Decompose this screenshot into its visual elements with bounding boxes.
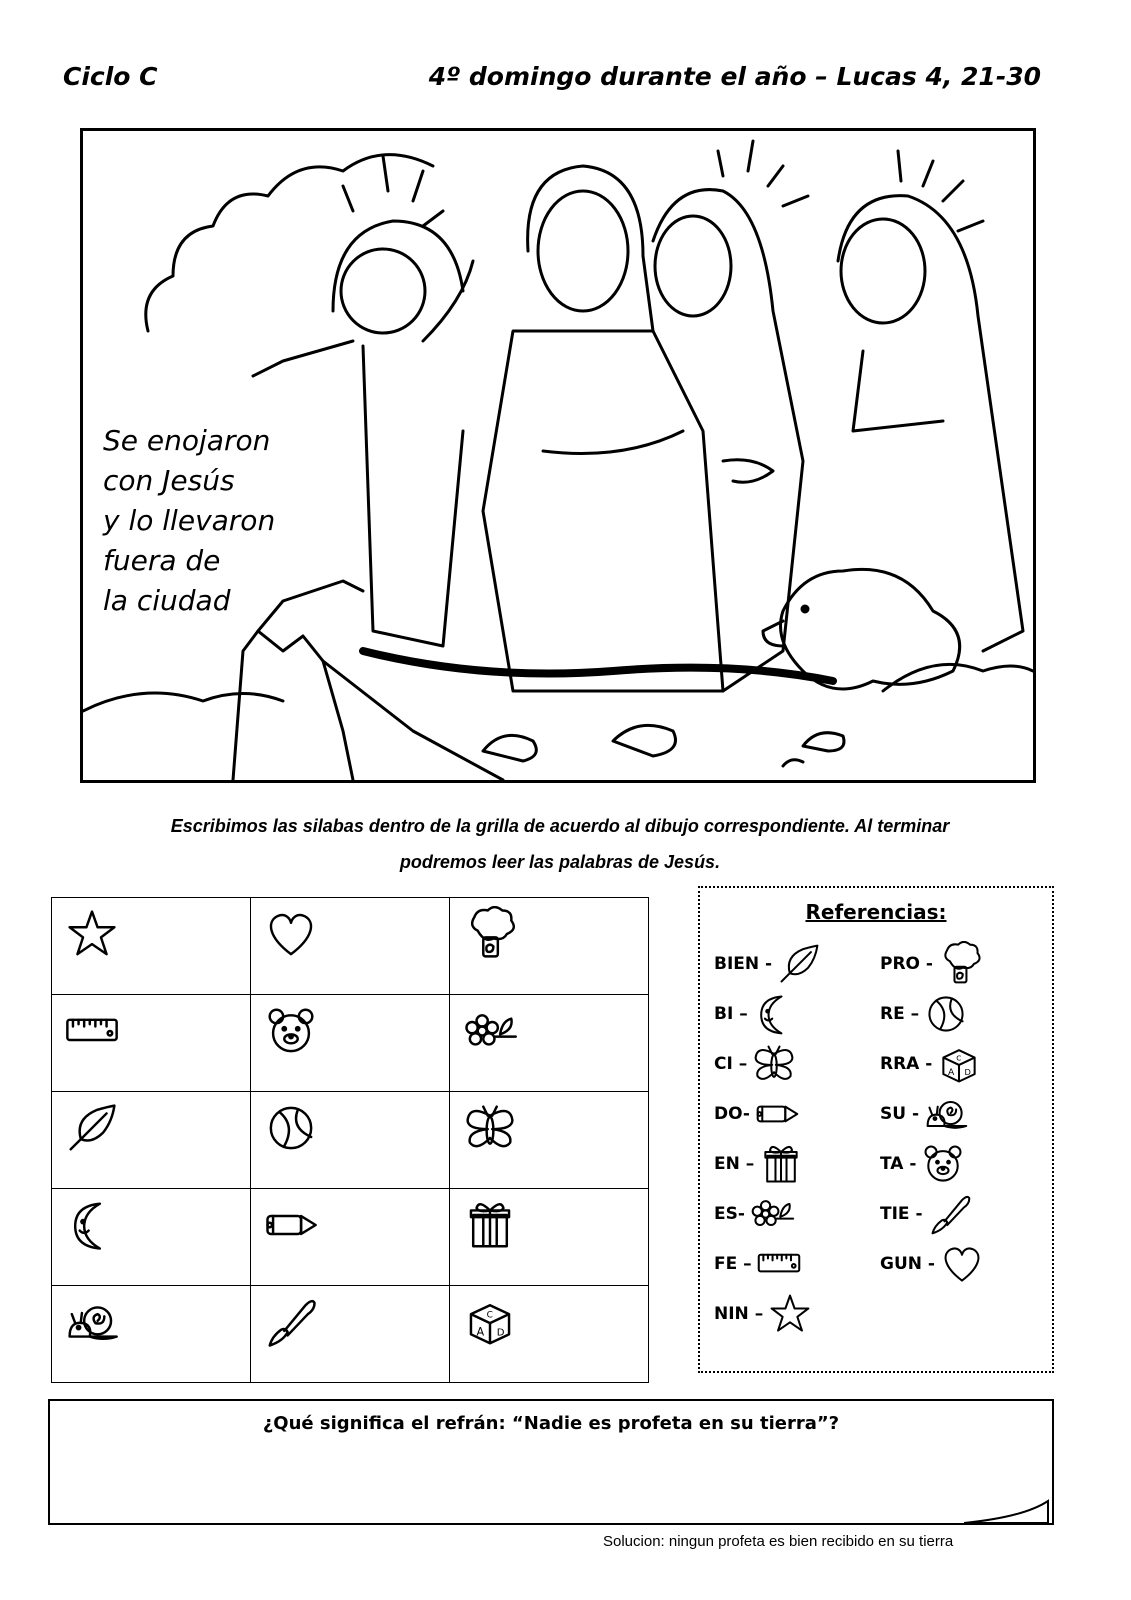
reference-syllable: RRA -	[880, 1054, 933, 1074]
gift-icon	[758, 1141, 804, 1187]
grid-cell[interactable]	[251, 995, 450, 1092]
solution-text: Solucion: ningun profeta es bien recibido en su tierra	[603, 1533, 954, 1550]
syllable-grid	[51, 897, 649, 1383]
grid-row	[52, 898, 649, 995]
reference-item	[880, 1042, 982, 1086]
reference-item	[714, 1092, 800, 1136]
reference-syllable: ES-	[714, 1204, 745, 1224]
reference-item	[714, 1042, 797, 1086]
grid-cell[interactable]	[450, 995, 649, 1092]
reference-syllable: EN –	[714, 1154, 755, 1174]
reference-syllable: NIN –	[714, 1304, 764, 1324]
star-icon	[64, 906, 120, 962]
grid-row	[52, 1092, 649, 1189]
caption-line: fuera de	[103, 544, 221, 577]
moon-icon	[64, 1197, 120, 1253]
block-icon	[462, 1294, 518, 1350]
moon-icon	[752, 991, 798, 1037]
grid-cell[interactable]	[450, 1286, 649, 1383]
brush-icon	[927, 1191, 973, 1237]
leaf-icon	[64, 1100, 120, 1156]
question-text: ¿Qué significa el refrán: “Nadie es profeta en su tierra”?	[262, 1413, 840, 1434]
grid-cell[interactable]	[52, 995, 251, 1092]
reference-syllable: SU -	[880, 1104, 920, 1124]
grid-cell[interactable]	[251, 898, 450, 995]
reference-syllable: TA -	[880, 1154, 917, 1174]
grid-row	[52, 1286, 649, 1383]
reference-syllable: FE –	[714, 1254, 752, 1274]
instructions	[60, 808, 1060, 880]
block-icon	[936, 1041, 982, 1087]
grid-cell[interactable]	[251, 1189, 450, 1286]
grid-cell[interactable]	[450, 1189, 649, 1286]
reference-item	[880, 1192, 973, 1236]
cycle-label: Ciclo C	[63, 62, 158, 91]
reference-item	[714, 1292, 813, 1336]
gift-icon	[462, 1197, 518, 1253]
ruler-icon	[64, 1003, 120, 1059]
flower-icon	[749, 1191, 795, 1237]
svg-text:C: C	[486, 1310, 493, 1321]
grid-cell[interactable]	[450, 898, 649, 995]
caption-line: Se enojaron	[103, 424, 271, 457]
grid-cell[interactable]	[52, 898, 251, 995]
references-box	[698, 886, 1054, 1373]
svg-text:A: A	[948, 1067, 955, 1079]
svg-text:A: A	[476, 1325, 485, 1339]
reference-syllable: TIE -	[880, 1204, 923, 1224]
heart-icon	[939, 1241, 985, 1287]
reference-syllable: PRO -	[880, 954, 933, 974]
reference-item	[714, 1142, 804, 1186]
grid-cell[interactable]	[52, 1189, 251, 1286]
reference-syllable: CI –	[714, 1054, 748, 1074]
tree-icon	[937, 941, 983, 987]
instructions-line: Escribimos las silabas dentro de la grilla de acuerdo al dibujo correspondiente. Al terminar	[170, 816, 950, 836]
reference-item	[880, 992, 969, 1036]
tree-icon	[462, 906, 518, 962]
butterfly-icon	[751, 1041, 797, 1087]
question-box[interactable]	[48, 1399, 1054, 1525]
grid-row	[52, 1189, 649, 1286]
pencil-icon	[754, 1091, 800, 1137]
svg-text:C: C	[956, 1053, 962, 1063]
coloring-illustration	[80, 128, 1036, 783]
reference-item	[880, 1242, 985, 1286]
illustration-caption	[103, 421, 275, 621]
reference-syllable: BI –	[714, 1004, 748, 1024]
reference-item	[880, 942, 983, 986]
instructions-line: podremos leer las palabras de Jesús.	[399, 852, 721, 872]
bear-icon	[263, 1003, 319, 1059]
reference-syllable: RE –	[880, 1004, 920, 1024]
grid-cell[interactable]	[450, 1092, 649, 1189]
heart-icon	[263, 906, 319, 962]
caption-line: la ciudad	[103, 584, 231, 617]
reference-item	[714, 942, 822, 986]
star-icon	[767, 1291, 813, 1337]
grid-cell[interactable]	[52, 1092, 251, 1189]
svg-text:D: D	[964, 1067, 972, 1078]
svg-text:D: D	[496, 1327, 505, 1339]
ball-icon	[263, 1100, 319, 1156]
grid-cell[interactable]	[251, 1286, 450, 1383]
caption-line: con Jesús	[103, 464, 235, 497]
pencil-icon	[263, 1197, 319, 1253]
grid-cell[interactable]	[251, 1092, 450, 1189]
ruler-icon	[756, 1241, 802, 1287]
reference-syllable: BIEN -	[714, 954, 773, 974]
snail-icon	[923, 1091, 969, 1137]
brush-icon	[263, 1294, 319, 1350]
reference-item	[880, 1142, 966, 1186]
butterfly-icon	[462, 1100, 518, 1156]
flower-icon	[462, 1003, 518, 1059]
reference-item	[714, 992, 798, 1036]
reference-syllable: DO-	[714, 1104, 750, 1124]
gospel-reference: 4º domingo durante el año – Lucas 4, 21-30	[428, 62, 1041, 91]
ball-icon	[923, 991, 969, 1037]
leaf-icon	[776, 941, 822, 987]
reference-item	[714, 1242, 802, 1286]
references-title: Referencias:	[805, 900, 947, 924]
bear-icon	[920, 1141, 966, 1187]
grid-cell[interactable]	[52, 1286, 251, 1383]
page-curl-decoration	[964, 1497, 1054, 1525]
grid-row	[52, 995, 649, 1092]
reference-item	[880, 1092, 969, 1136]
caption-line: y lo llevaron	[103, 504, 276, 537]
reference-syllable: GUN -	[880, 1254, 935, 1274]
snail-icon	[64, 1294, 120, 1350]
reference-item	[714, 1192, 795, 1236]
